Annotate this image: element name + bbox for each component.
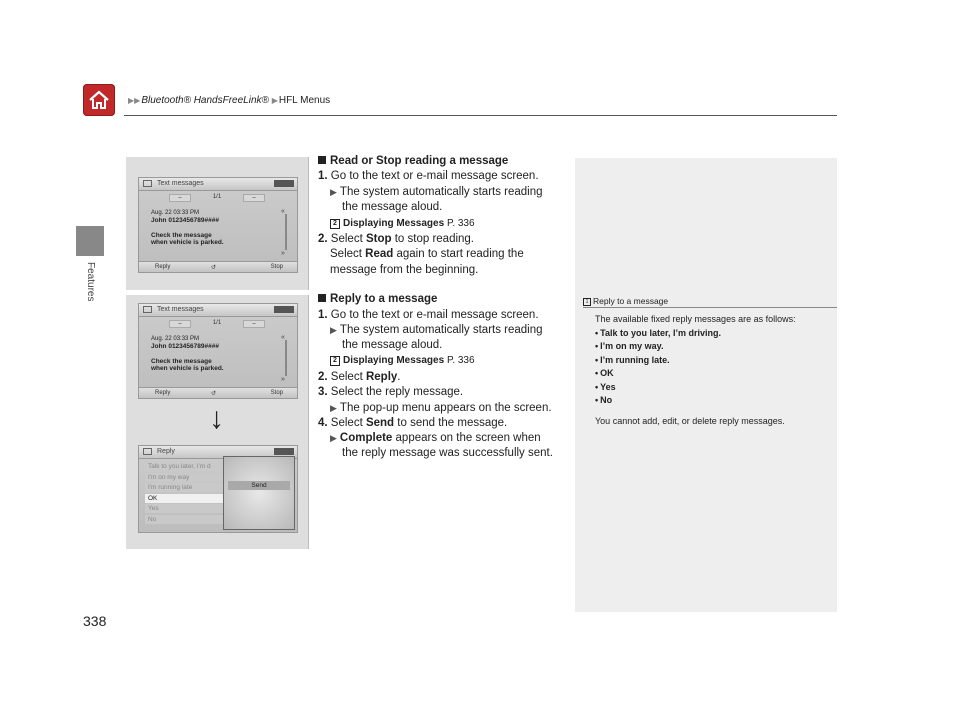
message-date: Aug. 22 03:33 PM xyxy=(151,336,200,342)
screen-title: Reply xyxy=(157,448,175,455)
page-number: 338 xyxy=(83,613,107,629)
send-popup xyxy=(223,456,295,530)
page-indicator: 1/1 xyxy=(212,194,222,200)
prev-button[interactable]: – xyxy=(169,320,191,328)
square-bullet-icon xyxy=(318,294,326,302)
scrollbar[interactable] xyxy=(281,208,291,256)
arrow-down-icon: ↓ xyxy=(209,402,224,435)
screen-frame-read xyxy=(126,157,309,290)
header-rule xyxy=(124,115,837,116)
reply-option-selected[interactable]: OK xyxy=(145,494,225,503)
screen-title-bar xyxy=(139,304,297,317)
text-messages-screen xyxy=(138,177,298,273)
page-indicator: 1/1 xyxy=(212,320,222,326)
message-date: Aug. 22 03:33 PM xyxy=(151,210,200,216)
screen-footer xyxy=(139,261,297,272)
result-arrow-icon: ▶ xyxy=(330,403,337,413)
step-result: ▶ The system automatically starts reading xyxy=(330,186,543,198)
reply-button[interactable]: Reply xyxy=(155,390,171,396)
reply-option[interactable]: I'm on my way xyxy=(145,473,225,482)
next-button[interactable]: – xyxy=(243,194,265,202)
message-content xyxy=(143,332,277,384)
screen-title-bar xyxy=(139,178,297,191)
message-body-line: when vehicle is parked. xyxy=(151,239,224,246)
section-label: Features xyxy=(85,262,96,302)
status-icon xyxy=(274,306,294,313)
note-list-item: • Talk to you later, I’m driving. xyxy=(595,327,796,341)
reply-option[interactable]: Talk to you later, I'm d xyxy=(145,462,225,471)
message-content xyxy=(143,206,277,258)
step-result: ▶ Complete appears on the screen when xyxy=(330,432,541,444)
note-list-item: • No xyxy=(595,394,796,408)
home-icon xyxy=(87,88,111,112)
step: 1. Go to the text or e-mail message screen. xyxy=(318,170,539,182)
reply-option[interactable]: Yes xyxy=(145,504,225,513)
center-button[interactable]: ↺ xyxy=(211,391,217,397)
screen-footer xyxy=(139,387,297,398)
message-sender: John 0123456789#### xyxy=(151,343,219,350)
result-arrow-icon: ▶ xyxy=(330,433,337,443)
note-title: 1 Reply to a message xyxy=(583,296,668,306)
scrollbar[interactable] xyxy=(281,334,291,382)
note-body xyxy=(595,313,796,428)
section-heading: Reply to a message xyxy=(318,293,437,305)
scroll-down-icon[interactable]: » xyxy=(281,250,285,257)
center-button[interactable]: ↺ xyxy=(211,265,217,271)
reply-option[interactable]: I'm running late xyxy=(145,483,225,492)
cross-reference-link[interactable]: 2 Displaying Messages P. 336 xyxy=(330,355,475,366)
pager xyxy=(169,320,265,328)
step: 4. Select Send to send the message. xyxy=(318,417,508,429)
note-footer: You cannot add, edit, or delete reply messages. xyxy=(595,415,785,426)
step-result: the message aloud. xyxy=(342,201,443,213)
section-tab-marker xyxy=(76,226,104,256)
screen-title: Text messages xyxy=(157,306,204,313)
reply-screen xyxy=(138,445,298,533)
message-sender: John 0123456789#### xyxy=(151,217,219,224)
step-result: the reply message was successfully sent. xyxy=(342,447,553,459)
step-cont: message from the beginning. xyxy=(330,264,479,276)
send-button[interactable]: Send xyxy=(228,481,290,490)
reference-icon: 2 xyxy=(330,356,340,366)
note-intro: The available fixed reply messages are as follows: xyxy=(595,314,796,324)
step: 1. Go to the text or e-mail message screen. xyxy=(318,309,539,321)
cross-reference-link[interactable]: 2 Displaying Messages P. 336 xyxy=(330,218,475,229)
reference-icon: 2 xyxy=(330,219,340,229)
step-result: ▶ The pop-up menu appears on the screen. xyxy=(330,402,552,414)
step: 3. Select the reply message. xyxy=(318,386,464,398)
scroll-up-icon[interactable]: « xyxy=(281,208,285,215)
phone-icon xyxy=(143,180,152,187)
step-result: ▶ The system automatically starts reading xyxy=(330,324,543,336)
step-result: the message aloud. xyxy=(342,339,443,351)
section-heading: Read or Stop reading a message xyxy=(318,155,508,167)
message-body-line: Check the message xyxy=(151,232,212,239)
message-body-line: when vehicle is parked. xyxy=(151,365,224,372)
next-button[interactable]: – xyxy=(243,320,265,328)
scroll-down-icon[interactable]: » xyxy=(281,376,285,383)
note-icon: 1 xyxy=(583,298,591,306)
prev-button[interactable]: – xyxy=(169,194,191,202)
reply-options-list xyxy=(145,462,225,525)
reply-button[interactable]: Reply xyxy=(155,264,171,270)
phone-icon xyxy=(143,306,152,313)
status-icon xyxy=(274,448,294,455)
breadcrumb: ▶▶Bluetooth® HandsFreeLink® ▶HFL Menus xyxy=(128,95,331,106)
text-messages-screen xyxy=(138,303,298,399)
note-list-item: • I’m on my way. xyxy=(595,340,796,354)
scroll-up-icon[interactable]: « xyxy=(281,334,285,341)
reply-option[interactable]: No xyxy=(145,515,225,524)
home-button[interactable] xyxy=(83,84,115,116)
step: 2. Select Reply. xyxy=(318,371,401,383)
pager xyxy=(169,194,265,202)
screen-title: Text messages xyxy=(157,180,204,187)
note-list-item: • Yes xyxy=(595,381,796,395)
square-bullet-icon xyxy=(318,156,326,164)
breadcrumb-item-bluetooth[interactable]: Bluetooth® HandsFreeLink® xyxy=(141,95,269,106)
step: 2. Select Stop to stop reading. xyxy=(318,233,475,245)
stop-button[interactable]: Stop xyxy=(270,264,283,270)
stop-button[interactable]: Stop xyxy=(270,390,283,396)
note-list-item: • OK xyxy=(595,367,796,381)
message-body-line: Check the message xyxy=(151,358,212,365)
breadcrumb-item-hfl-menus[interactable]: HFL Menus xyxy=(278,95,331,106)
phone-icon xyxy=(143,448,152,455)
result-arrow-icon: ▶ xyxy=(330,187,337,197)
result-arrow-icon: ▶ xyxy=(330,325,337,335)
step-cont: Select Read again to start reading the xyxy=(330,248,524,260)
status-icon xyxy=(274,180,294,187)
note-list-item: • I’m running late. xyxy=(595,354,796,368)
note-rule xyxy=(583,307,837,308)
